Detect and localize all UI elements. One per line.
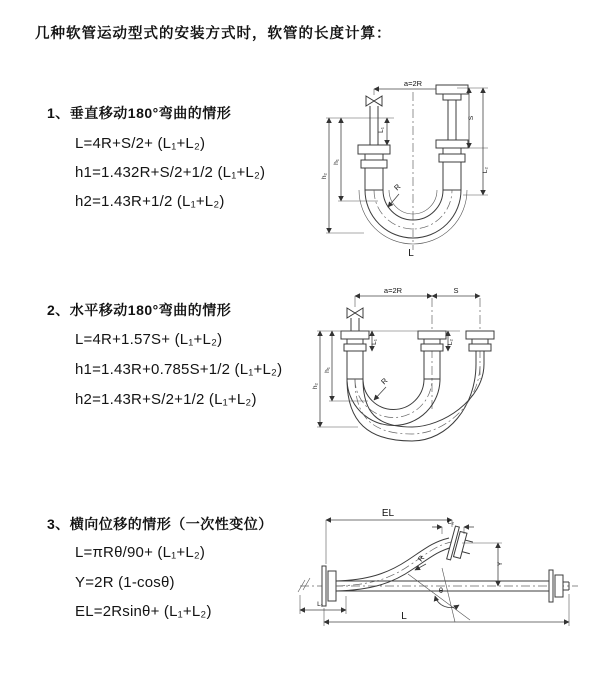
dim-label-h2: h₂ xyxy=(321,172,328,180)
dim-label-h1: h₁ xyxy=(333,159,340,165)
formula-line: h1=1.432R+S/2+1/2 (L₁+L₂) xyxy=(75,164,266,181)
dim-label-h1: h₁ xyxy=(324,367,331,373)
section-1-heading: 1、垂直移动180°弯曲的情形 xyxy=(47,105,232,121)
page-title: 几种软管运动型式的安装方式时，软管的长度计算： xyxy=(35,26,392,42)
diagram2-graphics xyxy=(317,296,494,441)
diagram3-graphics xyxy=(298,520,578,626)
formula-line: EL=2Rsinθ+ (L₁+L₂) xyxy=(75,603,212,620)
valve-icon xyxy=(366,96,382,106)
valve-icon xyxy=(347,308,363,318)
formula-line: L=πRθ/90+ (L₁+L₂) xyxy=(75,544,206,561)
dim-label-l1: L₁ xyxy=(371,339,378,345)
dim-label-l1: L₁ xyxy=(317,601,323,608)
dim-label-l2: L₂ xyxy=(447,519,455,526)
dim-label-y: Y xyxy=(497,561,504,567)
dim-label-a2r: a=2R xyxy=(383,286,403,295)
formula-line: L=4R+S/2+ (L₁+L₂) xyxy=(75,135,206,152)
formula-line: h2=1.43R+1/2 (L₁+L₂) xyxy=(75,193,225,210)
dim-label-r: R xyxy=(379,376,390,387)
dim-label-el: EL xyxy=(381,508,395,519)
dim-label-r: R xyxy=(415,553,427,564)
dim-label-l2: L₂ xyxy=(482,166,489,174)
dim-label-h2: h₂ xyxy=(312,382,319,390)
diagram1-graphics xyxy=(326,85,488,250)
dim-label-r: R xyxy=(392,182,403,193)
diagram-vertical-180-bend xyxy=(302,70,554,260)
diagram-lateral-displacement xyxy=(292,500,592,655)
dim-label-s: S xyxy=(453,286,459,295)
dim-label-theta: θ xyxy=(438,586,444,595)
dim-label-l: L xyxy=(408,248,414,259)
dim-label-a2r: a=2R xyxy=(403,79,423,88)
section-3-heading: 3、横向位移的情形（一次性变位） xyxy=(47,516,273,532)
section-2-heading: 2、水平移动180°弯曲的情形 xyxy=(47,302,232,318)
formula-line: h1=1.43R+0.785S+1/2 (L₁+L₂) xyxy=(75,361,283,378)
diagram-horizontal-180-bend xyxy=(300,284,585,456)
dim-label-s: S xyxy=(468,115,475,121)
centerline-break-mark xyxy=(298,578,310,592)
dim-label-l: L xyxy=(401,611,407,622)
dim-label-l1: L₁ xyxy=(378,127,385,133)
dim-label-l2: L₂ xyxy=(447,338,454,346)
formula-line: L=4R+1.57S+ (L₁+L₂) xyxy=(75,331,223,348)
formula-line: h2=1.43R+S/2+1/2 (L₁+L₂) xyxy=(75,391,257,408)
formula-line: Y=2R (1-cosθ) xyxy=(75,574,175,591)
